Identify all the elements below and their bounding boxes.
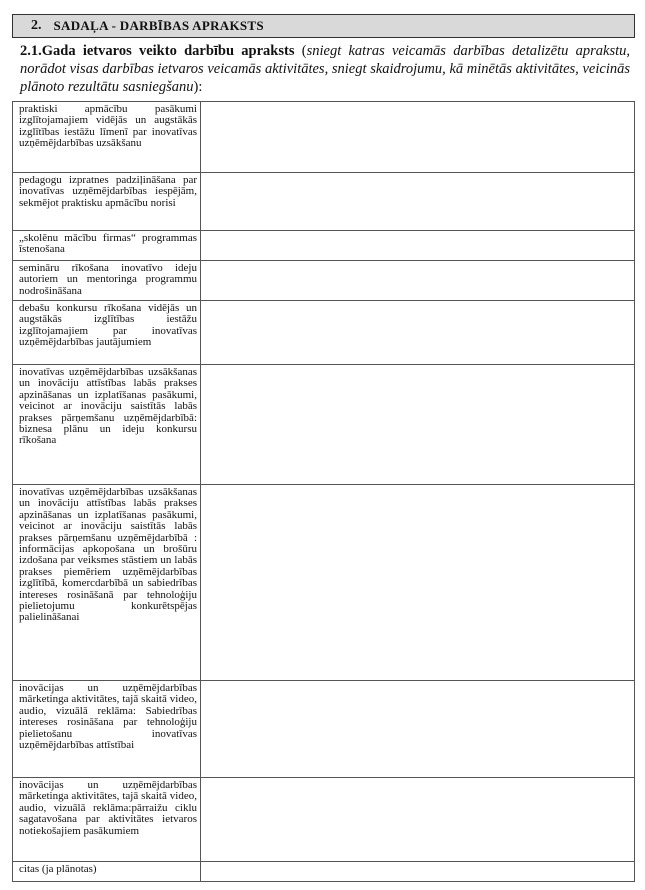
activity-cell — [13, 102, 201, 173]
activity-text: pedagogu izpratnes padziļināšana par inovatīvas uzņēmējdarbības iespējām, sekmējot praktisku apmācību norisi — [19, 174, 197, 209]
activity-text: citas (ja plānotas) — [19, 863, 97, 875]
description-text — [201, 681, 634, 683]
description-text — [201, 862, 634, 864]
activity-text: „skolēnu mācību firmas“ programmas īstenošana — [19, 232, 197, 256]
subsection-heading: 2.1.Gada ietvaros veikto darbību apraksts — [20, 43, 295, 59]
description-cell[interactable] — [201, 365, 635, 485]
table-row — [13, 231, 635, 261]
activity-text: praktiski apmācību pasākumi izglītojamajiem vidējās un augstākās izglītības iestāžu līmenī par inovatīvas uzņēmējdarbības uzsākšanu — [19, 103, 197, 150]
table-row — [13, 485, 635, 681]
activity-table — [12, 101, 635, 882]
activity-cell — [13, 681, 201, 778]
description-text — [201, 102, 634, 104]
activity-text: debašu konkursu rīkošana vidējās un augstākās izglītības iestāžu izglītojamajiem par inovatīvas uzņēmējdarbības jautājumiem — [19, 302, 197, 349]
activity-cell — [13, 862, 201, 882]
section-number: 2. — [31, 18, 42, 33]
activity-cell — [13, 778, 201, 862]
activity-text: inovatīvas uzņēmējdarbības uzsākšanas un inovāciju attīstības labās prakses apzināšanas un izplatīšanas pasākumi, veicinot ar inovāciju saistītās labās prakses pārņemšanu uzņēmējdarbībā: biznesa plānu un ideju konkursu rīkošana — [19, 366, 197, 447]
table-row — [13, 862, 635, 882]
description-text — [201, 231, 634, 233]
table-row — [13, 261, 635, 301]
table-row — [13, 681, 635, 778]
description-cell[interactable] — [201, 485, 635, 681]
description-text — [201, 778, 634, 780]
description-cell[interactable] — [201, 301, 635, 365]
description-cell[interactable] — [201, 261, 635, 301]
description-cell[interactable] — [201, 681, 635, 778]
activity-cell — [13, 173, 201, 231]
activity-cell — [13, 485, 201, 681]
description-cell[interactable] — [201, 862, 635, 882]
description-text — [201, 485, 634, 487]
table-row — [13, 102, 635, 173]
activity-cell — [13, 365, 201, 485]
activity-cell — [13, 301, 201, 365]
section-title: SADAĻA - DARBĪBAS APRAKSTS — [53, 18, 264, 33]
description-text — [201, 261, 634, 263]
table-row — [13, 365, 635, 485]
open-paren: ( — [301, 43, 307, 59]
description-cell[interactable] — [201, 102, 635, 173]
table-row — [13, 301, 635, 365]
description-text — [201, 173, 634, 175]
activity-text: inovācijas un uzņēmējdarbības mārketinga aktivitātes, tajā skaitā video, audio, vizuālā reklāma:pārraižu ciklu sagatavošana par aktivitātes ietvaros notiekošajiem pasākumiem — [19, 779, 197, 837]
intro-paragraph — [20, 42, 630, 96]
instruction-close: ): — [193, 79, 203, 95]
description-text — [201, 301, 634, 303]
activity-cell — [13, 231, 201, 261]
description-cell[interactable] — [201, 231, 635, 261]
activity-text: inovācijas un uzņēmējdarbības mārketinga aktivitātes, tajā skaitā video, audio, vizuālā reklāma: Sabiedrības intereses rosināšana par tehnoloģiju pielietošanu inovatīvas uzņēmējdarbības attīstībai — [19, 682, 197, 752]
section-header — [12, 14, 635, 38]
table-row — [13, 778, 635, 862]
activity-text: semināru rīkošana inovatīvo ideju autoriem un mentoringa programmu nodrošināšana — [19, 262, 197, 297]
description-cell[interactable] — [201, 173, 635, 231]
activity-text: inovatīvas uzņēmējdarbības uzsākšanas un inovāciju attīstības labās prakses apzināšanas un izplatīšanas pasākumi, veicinot ar inovāciju saistītās labās prakses pārņemšanu uzņēmējdarbībā : informācijas apkopošana un brošūru izdošana par veiksmes stāstiem un labās prakses piemēriem uzņēmējdarbības izglītībā, komercdarbībā un sabiedrības intereses rosināšanā par tehnoloģiju pielietojumu konkurētspējas palielināšanai — [19, 486, 197, 624]
activity-cell — [13, 261, 201, 301]
description-text — [201, 365, 634, 367]
description-cell[interactable] — [201, 778, 635, 862]
instruction-text: sniegt katras veicamās darbības detalizētu aprakstu, norādot visas darbības ietvaros veicamās aktivitātes, sniegt skaidrojumu, kā minētās aktivitātes, veicinās plānoto rezultātu sasniegšanu — [20, 43, 631, 95]
table-row — [13, 173, 635, 231]
